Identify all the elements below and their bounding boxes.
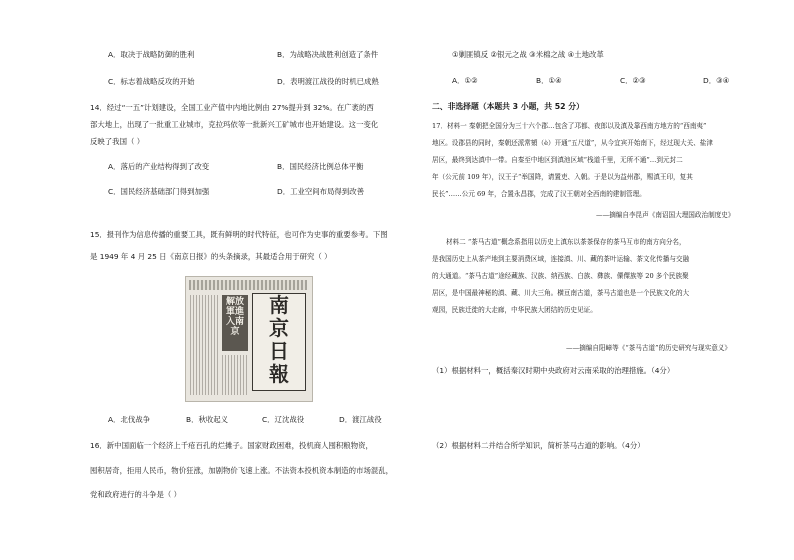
q17-material1-line-1: 17．材料一 秦朝把全国分为三十六个郡…包含了邛都、夜郎以及滇及靠西南方地方的“西南夷” (432, 122, 707, 130)
q14-stem-line-2: 部大地上，出现了一批重工业城市，克拉玛依等一批新兴工矿城市也开始建设。这一变化 (90, 120, 379, 129)
q17-material1-line-3: 居区，最终到达滇中一带。自秦至中地区到滇池区域“栈道千里，无所不通”…到元封二 (432, 156, 683, 164)
q16-option-c[interactable]: C．②③ (620, 76, 646, 85)
q15-option-c[interactable]: C．辽沈战役 (262, 415, 305, 424)
q15-option-d[interactable]: D．渡江战役 (339, 415, 382, 424)
masthead-char-1: 南 (269, 293, 289, 317)
q15-stem-line-2: 是 1949 年 4 月 25 日《南京日报》的头条摘录，其最适合用于研究（ ） (90, 252, 332, 261)
q13-option-c[interactable]: C．标志着战略反攻的开始 (108, 77, 195, 86)
masthead-char-3: 日 (269, 339, 289, 363)
q17-material1-line-4: 年（公元前 109 年），汉王子“举国降，请置吏、入朝。于是以为益州郡，赐滇王印，复其 (432, 173, 693, 181)
q17-material2-line-2: 是我国历史上从茶产地到主要消费区域，连接滇、川、藏的茶叶运输、茶文化传播与交融 (432, 255, 690, 263)
q17-subquestion-1: （1）根据材料一，概括秦汉时期中央政府对云南采取的治理措施。（4分） (432, 366, 675, 375)
q14-option-c[interactable]: C．国民经济基础部门得到加强 (108, 187, 210, 196)
q16-stem-line-2: 囤积居奇，拒用人民币，物价狂涨，加剧物价飞速上涨。不法资本投机资本制造的市场混乱， (90, 466, 394, 475)
q17-material2-line-5: 观园，民族迁徙的大走廊，中华民族大团结的历史见证。 (432, 306, 597, 314)
q16-stem-line-3: 党和政府进行的斗争是（ ） (90, 490, 182, 499)
q14-stem-line-1: 14．经过“一五”计划建设，全国工业产值中内地比例由 27%提升到 32%。在广袤的西 (90, 103, 374, 112)
q17-material2-line-3: 的大通道。“茶马古道”途经藏族、汉族、纳西族、白族、彝族、傈僳族等 20 多个民族聚 (432, 272, 689, 280)
nanjing-daily-newspaper-image (185, 276, 313, 402)
q17-subquestion-2: （2）根据材料二并结合所学知识，简析茶马古道的影响。（4分） (432, 441, 645, 450)
q14-stem-line-3: 反映了我国（ ） (90, 137, 145, 146)
q17-material2-line-4: 居区，是中国最神秘的滇、藏、川大三角。横亘南古道，茶马古道也是一个民族文化的大 (432, 289, 690, 297)
newspaper-headline: 解放軍進入南京 (222, 295, 248, 351)
q13-option-b[interactable]: B．为战略决战胜利创造了条件 (277, 50, 379, 59)
newspaper-column-text-2 (222, 355, 248, 395)
newspaper-column-text (190, 295, 220, 395)
masthead-char-4: 報 (269, 362, 289, 386)
q17-material1-line-5: 民长”……公元 69 年，合置永昌郡，完成了汉王朝对全西南的建制管理。 (432, 190, 646, 198)
q17-material1-line-2: 地区。设郡县的同时，秦朝还派常頞（è）开通“五尺道”，从今宜宾开始南下，经过现大关、盐津 (432, 139, 713, 147)
q17-source2: ——摘编自阳嶂等《“茶马古道”的历史研究与现实意义》 (566, 344, 731, 352)
q15-stem-line-1: 15．报刊作为信息传播的重要工具，既有鲜明的时代特征，也可作为史事的重要参考。下图 (90, 230, 388, 239)
q17-material2-line-1: 材料二 “茶马古道”概念系指用以历史上滇东以茶茶保存的茶马互市的南方向分名， (446, 238, 686, 246)
q13-option-a[interactable]: A．取决于战略防御的胜利 (108, 50, 195, 59)
q15-option-b[interactable]: B．秋收起义 (186, 415, 229, 424)
q14-option-a[interactable]: A．落后的产业结构得到了改变 (108, 162, 210, 171)
q16-option-a[interactable]: A．①② (452, 76, 478, 85)
q14-option-b[interactable]: B．国民经济比例总体平衡 (277, 162, 364, 171)
newspaper-masthead (252, 293, 306, 391)
q16-stem-line-1: 16．新中国面临一个经济上千疮百孔的烂摊子。国家财政困难，投机商人囤积粮物资， (90, 441, 373, 450)
section-title-non-choice: 二、非选择题（本题共 3 小题，共 52 分） (432, 102, 584, 111)
q13-option-d[interactable]: D．表明渡江战役的时机已成熟 (277, 77, 379, 86)
q16-option-d[interactable]: D．③④ (703, 76, 730, 85)
q16-choice-items: ①剿匪镇反 ②银元之战 ③米棉之战 ④土地改革 (452, 50, 604, 59)
q16-option-b[interactable]: B．①④ (536, 76, 562, 85)
newspaper-top-strip (189, 280, 307, 290)
masthead-char-2: 京 (269, 316, 289, 340)
q14-option-d[interactable]: D．工业空间布局得到改善 (277, 187, 364, 196)
q15-option-a[interactable]: A．北伐战争 (108, 415, 151, 424)
q17-source1: ——摘编自李昆声《南诏国大理国政治制度史》 (596, 211, 735, 219)
